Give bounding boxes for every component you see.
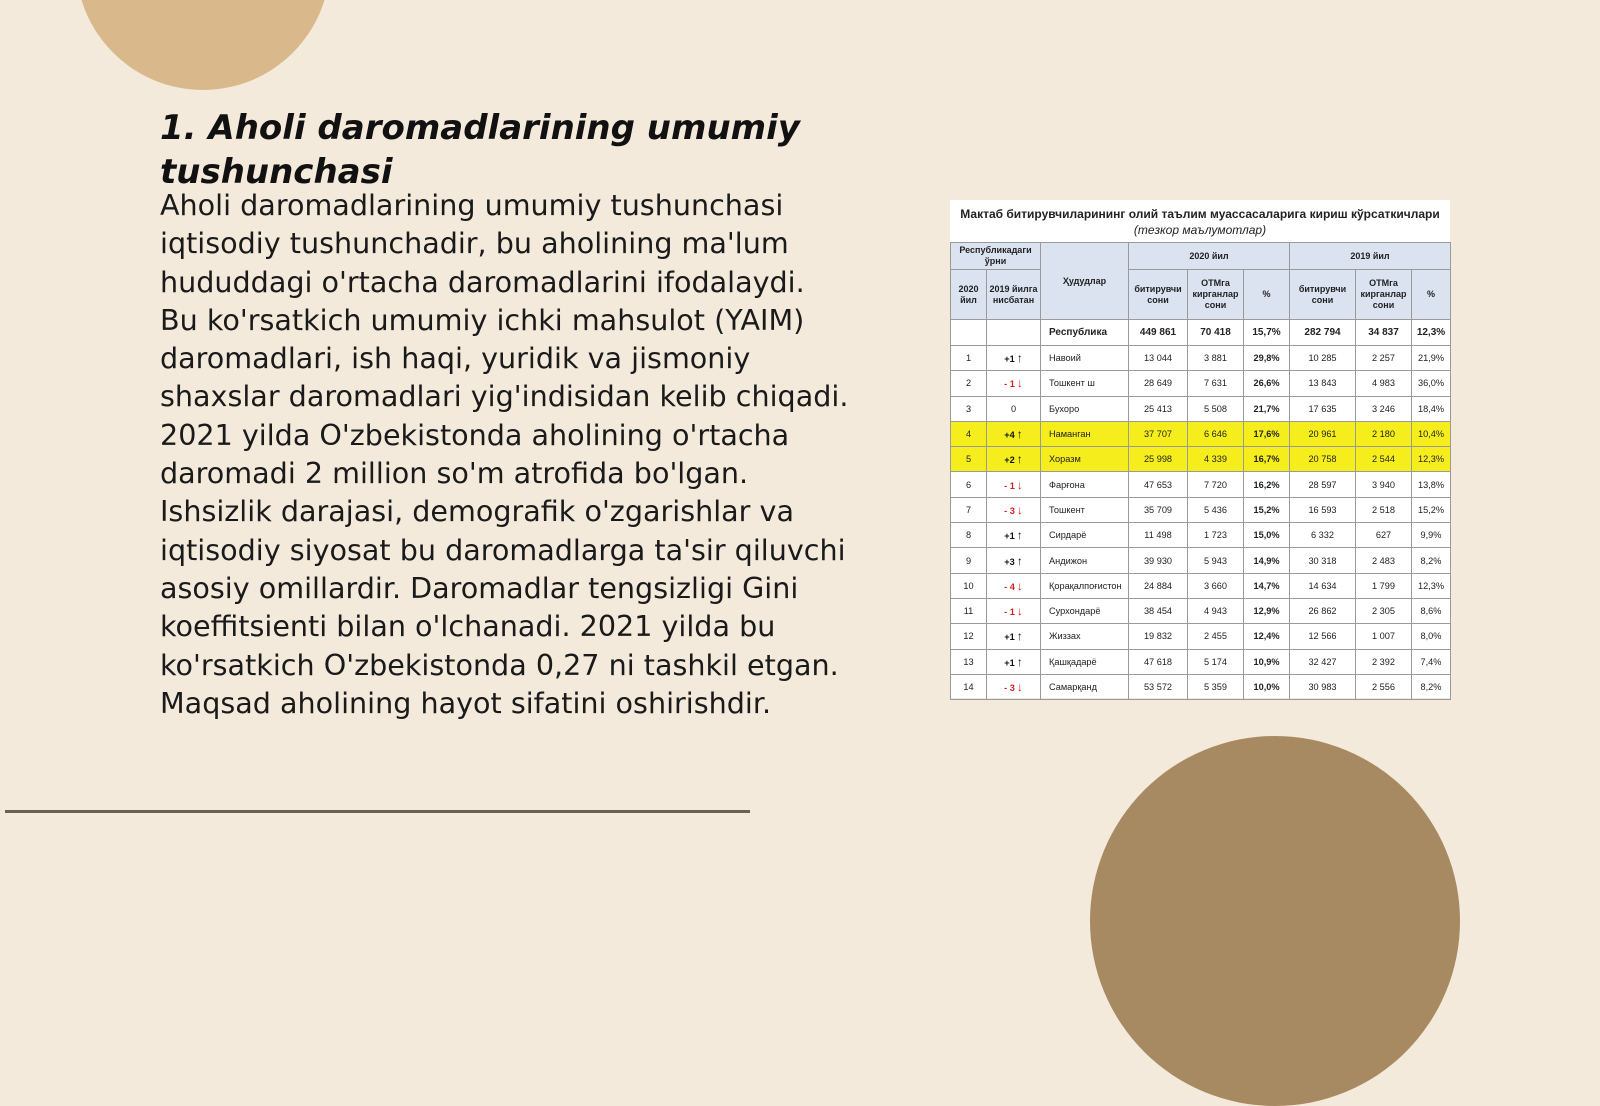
admitted-2019-cell: 2 544 bbox=[1356, 447, 1412, 472]
percent-2020-cell: 16,7% bbox=[1244, 447, 1290, 472]
header-percent-2020: % bbox=[1244, 270, 1290, 320]
table-row bbox=[951, 649, 1451, 674]
table-row bbox=[951, 472, 1451, 497]
table-row-total bbox=[951, 320, 1451, 346]
table-row bbox=[951, 421, 1451, 446]
arrow-down-icon: ↓ bbox=[1016, 376, 1023, 391]
percent-2020-cell: 17,6% bbox=[1244, 421, 1290, 446]
graduates-2019-cell: 14 634 bbox=[1290, 573, 1356, 598]
admitted-2020-cell: 7 720 bbox=[1188, 472, 1244, 497]
admitted-2019-cell: 3 940 bbox=[1356, 472, 1412, 497]
region-cell: Наманган bbox=[1041, 421, 1129, 446]
admitted-2020-cell: 7 631 bbox=[1188, 371, 1244, 396]
region-cell: Навоий bbox=[1041, 346, 1129, 371]
rank-change-value: - 3 bbox=[1004, 683, 1015, 693]
total-graduates-2020: 449 861 bbox=[1129, 320, 1188, 346]
table-row bbox=[951, 624, 1451, 649]
admitted-2020-cell: 4 943 bbox=[1188, 598, 1244, 623]
rank-change-value: +1 bbox=[1004, 531, 1015, 542]
percent-2020-cell: 29,8% bbox=[1244, 346, 1290, 371]
total-admitted-2019: 34 837 bbox=[1356, 320, 1412, 346]
arrow-down-icon: ↓ bbox=[1016, 578, 1023, 593]
arrow-up-icon: ↑ bbox=[1016, 629, 1023, 644]
region-cell: Қашқадарё bbox=[1041, 649, 1129, 674]
graduates-2020-cell: 37 707 bbox=[1129, 421, 1188, 446]
table-body bbox=[951, 320, 1451, 700]
rank-change-value: - 1 bbox=[1004, 480, 1015, 491]
graduates-2020-cell: 25 413 bbox=[1129, 396, 1188, 421]
percent-2019-cell: 13,8% bbox=[1412, 472, 1451, 497]
graduates-2019-cell: 13 843 bbox=[1290, 371, 1356, 396]
percent-2019-cell: 9,9% bbox=[1412, 523, 1451, 548]
graduates-2019-cell: 12 566 bbox=[1290, 624, 1356, 649]
table-row bbox=[951, 497, 1451, 522]
rank-change-value: +2 bbox=[1004, 455, 1015, 466]
arrow-up-icon: ↑ bbox=[1016, 427, 1023, 442]
rank-cell: 2 bbox=[951, 371, 987, 396]
region-cell: Андижон bbox=[1041, 548, 1129, 573]
change-cell bbox=[987, 523, 1041, 548]
admissions-table-image bbox=[950, 200, 1450, 698]
admitted-2020-cell: 3 881 bbox=[1188, 346, 1244, 371]
admitted-2019-cell: 4 983 bbox=[1356, 371, 1412, 396]
graduates-2020-cell: 47 618 bbox=[1129, 649, 1188, 674]
percent-2020-cell: 12,9% bbox=[1244, 598, 1290, 623]
percent-2020-cell: 21,7% bbox=[1244, 396, 1290, 421]
region-cell: Қорақалпоғистон bbox=[1041, 573, 1129, 598]
admitted-2019-cell: 2 518 bbox=[1356, 497, 1412, 522]
table-row bbox=[951, 447, 1451, 472]
table-row bbox=[951, 573, 1451, 598]
admitted-2020-cell: 4 339 bbox=[1188, 447, 1244, 472]
graduates-2019-cell: 6 332 bbox=[1290, 523, 1356, 548]
graduates-2020-cell: 35 709 bbox=[1129, 497, 1188, 522]
total-rank bbox=[951, 320, 987, 346]
arrow-up-icon: ↑ bbox=[1016, 553, 1023, 568]
graduates-2019-cell: 16 593 bbox=[1290, 497, 1356, 522]
graduates-2020-cell: 13 044 bbox=[1129, 346, 1188, 371]
header-year-2020: 2020 йил bbox=[1129, 243, 1290, 270]
admitted-2019-cell: 2 257 bbox=[1356, 346, 1412, 371]
rank-change-value: - 1 bbox=[1004, 379, 1015, 390]
slide-title: 1. Aholi daromadlarining umumiy tushunchasi bbox=[160, 108, 800, 192]
graduates-2020-cell: 28 649 bbox=[1129, 371, 1188, 396]
percent-2020-cell: 15,2% bbox=[1244, 497, 1290, 522]
decorative-circle-top bbox=[76, 0, 330, 90]
slide-body-text: Aholi daromadlarining umumiy tushunchasi iqtisodiy tushunchadir, bu aholining ma'lum hududdagi o'rtacha daromadlarini ifodalaydi. Bu ko'rsatkich umumiy ichki mahsulot (YAIM) daromadlari, ish haqi, yuridik va jismoniy shaxslar daromadlari yig'indisidan kelib chiqadi. 2021 yilda O'zbekistonda aholining o'rtacha daromadi 2 million so'm atrofida bo'lgan. Ishsizlik darajasi, demografik o'zgarishlar va iqtisodiy siyosat bu daromadlarga ta'sir qiluvchi asosiy omillardir. Daromadlar tengsizligi Gini koeffitsienti bilan o'lchanadi. 2021 yilda bu ko'rsatkich O'zbekistonda 0,27 ni tashkil etgan. Maqsad aholining hayot sifatini oshirishdir. bbox=[160, 188, 849, 720]
total-percent-2019: 12,3% bbox=[1412, 320, 1451, 346]
arrow-up-icon: ↑ bbox=[1016, 528, 1023, 543]
header-admitted-2020: ОТМга кирганлар сони bbox=[1188, 270, 1244, 320]
rank-change-value: - 4 bbox=[1004, 581, 1015, 592]
header-graduates-2020: битирувчи сони bbox=[1129, 270, 1188, 320]
header-graduates-2019: битирувчи сони bbox=[1290, 270, 1356, 320]
admitted-2019-cell: 2 556 bbox=[1356, 674, 1412, 699]
rank-change-value: 0 bbox=[1010, 403, 1017, 414]
change-cell bbox=[987, 346, 1041, 371]
graduates-2019-cell: 28 597 bbox=[1290, 472, 1356, 497]
arrow-down-icon: ↓ bbox=[1016, 604, 1023, 619]
region-cell: Тошкент bbox=[1041, 497, 1129, 522]
table-caption-main: Мактаб битирувчиларининг олий таълим муассасаларига кириш кўрсаткичлари bbox=[960, 207, 1440, 221]
admitted-2019-cell: 2 305 bbox=[1356, 598, 1412, 623]
rank-cell: 5 bbox=[951, 447, 987, 472]
change-cell bbox=[987, 472, 1041, 497]
rank-change-value: +1 bbox=[1004, 657, 1015, 668]
arrow-up-icon: ↑ bbox=[1016, 654, 1023, 669]
header-rank-2020: 2020 йил bbox=[951, 270, 987, 320]
table-row bbox=[951, 523, 1451, 548]
graduates-2019-cell: 32 427 bbox=[1290, 649, 1356, 674]
region-cell: Фарғона bbox=[1041, 472, 1129, 497]
percent-2019-cell: 8,2% bbox=[1412, 674, 1451, 699]
region-cell: Самарқанд bbox=[1041, 674, 1129, 699]
admitted-2020-cell: 5 436 bbox=[1188, 497, 1244, 522]
rank-cell: 14 bbox=[951, 674, 987, 699]
percent-2019-cell: 18,4% bbox=[1412, 396, 1451, 421]
percent-2019-cell: 8,0% bbox=[1412, 624, 1451, 649]
admitted-2020-cell: 1 723 bbox=[1188, 523, 1244, 548]
header-rank-group: Республикадаги ўрни bbox=[951, 243, 1041, 270]
rank-cell: 1 bbox=[951, 346, 987, 371]
graduates-2019-cell: 20 961 bbox=[1290, 421, 1356, 446]
graduates-2020-cell: 39 930 bbox=[1129, 548, 1188, 573]
percent-2019-cell: 21,9% bbox=[1412, 346, 1451, 371]
admissions-table bbox=[950, 242, 1451, 700]
header-region: Ҳудудлар bbox=[1041, 243, 1129, 320]
rank-cell: 11 bbox=[951, 598, 987, 623]
admitted-2020-cell: 2 455 bbox=[1188, 624, 1244, 649]
percent-2020-cell: 10,0% bbox=[1244, 674, 1290, 699]
region-cell: Бухоро bbox=[1041, 396, 1129, 421]
header-year-2019: 2019 йил bbox=[1290, 243, 1451, 270]
decorative-circle-bottom bbox=[1090, 736, 1460, 1106]
total-percent-2020: 15,7% bbox=[1244, 320, 1290, 346]
rank-cell: 3 bbox=[951, 396, 987, 421]
percent-2019-cell: 8,6% bbox=[1412, 598, 1451, 623]
change-cell bbox=[987, 598, 1041, 623]
rank-cell: 13 bbox=[951, 649, 987, 674]
graduates-2019-cell: 10 285 bbox=[1290, 346, 1356, 371]
arrow-down-icon: ↓ bbox=[1016, 477, 1023, 492]
admitted-2020-cell: 5 174 bbox=[1188, 649, 1244, 674]
table-row bbox=[951, 598, 1451, 623]
change-cell bbox=[987, 421, 1041, 446]
percent-2020-cell: 14,9% bbox=[1244, 548, 1290, 573]
table-row bbox=[951, 396, 1451, 421]
total-change bbox=[987, 320, 1041, 346]
percent-2020-cell: 26,6% bbox=[1244, 371, 1290, 396]
percent-2020-cell: 15,0% bbox=[1244, 523, 1290, 548]
change-cell bbox=[987, 396, 1041, 421]
arrow-up-icon: ↑ bbox=[1016, 452, 1023, 467]
admitted-2020-cell: 3 660 bbox=[1188, 573, 1244, 598]
table-row bbox=[951, 371, 1451, 396]
rank-change-value: +3 bbox=[1004, 556, 1015, 567]
graduates-2020-cell: 47 653 bbox=[1129, 472, 1188, 497]
rank-cell: 9 bbox=[951, 548, 987, 573]
admitted-2019-cell: 1 799 bbox=[1356, 573, 1412, 598]
region-cell: Сурхондарё bbox=[1041, 598, 1129, 623]
percent-2020-cell: 10,9% bbox=[1244, 649, 1290, 674]
rank-cell: 4 bbox=[951, 421, 987, 446]
arrow-down-icon: ↓ bbox=[1016, 680, 1023, 694]
percent-2020-cell: 14,7% bbox=[1244, 573, 1290, 598]
rank-change-value: +4 bbox=[1004, 430, 1015, 441]
rank-cell: 8 bbox=[951, 523, 987, 548]
admitted-2019-cell: 2 180 bbox=[1356, 421, 1412, 446]
graduates-2019-cell: 20 758 bbox=[1290, 447, 1356, 472]
table-caption-sub: (тезкор маълумотлар) bbox=[1133, 223, 1267, 237]
admitted-2019-cell: 2 483 bbox=[1356, 548, 1412, 573]
admitted-2020-cell: 5 359 bbox=[1188, 674, 1244, 699]
total-region: Республика bbox=[1041, 320, 1129, 346]
rank-cell: 10 bbox=[951, 573, 987, 598]
graduates-2020-cell: 53 572 bbox=[1129, 674, 1188, 699]
region-cell: Хоразм bbox=[1041, 447, 1129, 472]
percent-2019-cell: 10,4% bbox=[1412, 421, 1451, 446]
graduates-2020-cell: 24 884 bbox=[1129, 573, 1188, 598]
change-cell bbox=[987, 674, 1041, 699]
percent-2019-cell: 7,4% bbox=[1412, 649, 1451, 674]
total-admitted-2020: 70 418 bbox=[1188, 320, 1244, 346]
rank-change-value: +1 bbox=[1004, 354, 1015, 365]
table-row bbox=[951, 548, 1451, 573]
rank-cell: 12 bbox=[951, 624, 987, 649]
change-cell bbox=[987, 573, 1041, 598]
header-rank-vs-2019: 2019 йилга нисбатан bbox=[987, 270, 1041, 320]
admitted-2019-cell: 1 007 bbox=[1356, 624, 1412, 649]
change-cell bbox=[987, 371, 1041, 396]
arrow-down-icon: ↓ bbox=[1016, 502, 1023, 517]
header-percent-2019: % bbox=[1412, 270, 1451, 320]
divider-line bbox=[5, 810, 750, 813]
percent-2019-cell: 12,3% bbox=[1412, 447, 1451, 472]
rank-change-value: +1 bbox=[1004, 632, 1015, 643]
table-row bbox=[951, 346, 1451, 371]
change-cell bbox=[987, 624, 1041, 649]
rank-cell: 6 bbox=[951, 472, 987, 497]
admitted-2020-cell: 5 943 bbox=[1188, 548, 1244, 573]
change-cell bbox=[987, 447, 1041, 472]
admitted-2020-cell: 6 646 bbox=[1188, 421, 1244, 446]
percent-2019-cell: 15,2% bbox=[1412, 497, 1451, 522]
graduates-2020-cell: 19 832 bbox=[1129, 624, 1188, 649]
graduates-2020-cell: 38 454 bbox=[1129, 598, 1188, 623]
graduates-2020-cell: 25 998 bbox=[1129, 447, 1188, 472]
rank-change-value: - 1 bbox=[1004, 607, 1015, 618]
admitted-2019-cell: 2 392 bbox=[1356, 649, 1412, 674]
graduates-2019-cell: 17 635 bbox=[1290, 396, 1356, 421]
table-caption bbox=[950, 200, 1450, 242]
admitted-2019-cell: 627 bbox=[1356, 523, 1412, 548]
percent-2019-cell: 36,0% bbox=[1412, 371, 1451, 396]
percent-2019-cell: 12,3% bbox=[1412, 573, 1451, 598]
change-cell bbox=[987, 497, 1041, 522]
rank-change-value: - 3 bbox=[1004, 505, 1015, 516]
region-cell: Сирдарё bbox=[1041, 523, 1129, 548]
graduates-2019-cell: 26 862 bbox=[1290, 598, 1356, 623]
admitted-2019-cell: 3 246 bbox=[1356, 396, 1412, 421]
graduates-2019-cell: 30 983 bbox=[1290, 674, 1356, 699]
admitted-2020-cell: 5 508 bbox=[1188, 396, 1244, 421]
percent-2020-cell: 12,4% bbox=[1244, 624, 1290, 649]
change-cell bbox=[987, 649, 1041, 674]
graduates-2020-cell: 11 498 bbox=[1129, 523, 1188, 548]
graduates-2019-cell: 30 318 bbox=[1290, 548, 1356, 573]
region-cell: Тошкент ш bbox=[1041, 371, 1129, 396]
total-graduates-2019: 282 794 bbox=[1290, 320, 1356, 346]
percent-2019-cell: 8,2% bbox=[1412, 548, 1451, 573]
arrow-up-icon: ↑ bbox=[1016, 351, 1023, 366]
percent-2020-cell: 16,2% bbox=[1244, 472, 1290, 497]
header-admitted-2019: ОТМга кирганлар сони bbox=[1356, 270, 1412, 320]
table-row bbox=[951, 674, 1451, 699]
change-cell bbox=[987, 548, 1041, 573]
region-cell: Жиззах bbox=[1041, 624, 1129, 649]
rank-cell: 7 bbox=[951, 497, 987, 522]
